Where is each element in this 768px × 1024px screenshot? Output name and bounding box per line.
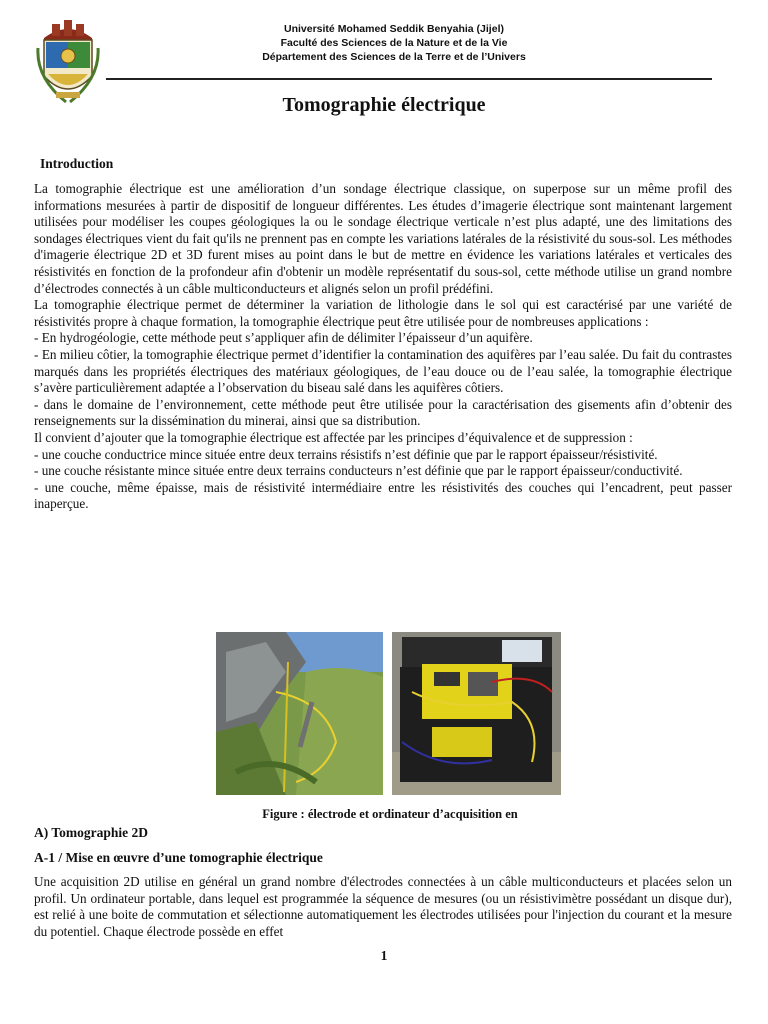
faculty-name: Faculté des Sciences de la Nature et de la Vie <box>280 37 508 49</box>
paragraph: - dans le domaine de l’environnement, cette méthode peut être utilisée pour la caractérisation des gisements afin d’obtenir des renseignements sur la dissémination du minerai, ainsi que sa distribution. <box>34 396 732 429</box>
acquisition-unit-photo <box>392 632 561 795</box>
page-number: 1 <box>380 948 388 963</box>
paragraph: - une couche conductrice mince située entre deux terrains résistifs n’est définie que par le rapport épaisseur/résistivité. <box>34 446 658 462</box>
paragraph: Une acquisition 2D utilise en général un grand nombre d'électrodes connectées à un câble multiconducteurs et placées selon un profil. Un ordinateur portable, dans lequel est programmée la séquence de mesures (ou un résistivimètre possédant un disque dur), est relié à une boite de commutation et sélectionne automatiquement les électrodes utilisées pour l'injection du courant et la mesure du potentiel. Chaque électrode possède en effet <box>34 874 732 939</box>
header <box>0 22 768 64</box>
intro-heading: Introduction <box>40 156 114 171</box>
paragraph: - une couche résistante mince située entre deux terrains conducteurs n’est définie que par le rapport épaisseur/conductivité. <box>34 463 683 479</box>
paragraph: Il convient d’ajouter que la tomographie électrique est affectée par les principes d’équivalence et de suppression : <box>34 429 633 445</box>
header-divider <box>106 78 712 80</box>
electrode-photo <box>216 632 383 795</box>
section-body <box>34 874 732 940</box>
subsection-heading: A-1 / Mise en œuvre d’une tomographie électrique <box>34 850 323 865</box>
intro-body <box>34 181 732 513</box>
paragraph: - une couche, même épaisse, mais de résistivité intermédiaire entre les résistivités des couches qui l’encadrent, peut passer inaperçue. <box>34 479 732 512</box>
page-title: Tomographie électrique <box>282 94 486 116</box>
university-name: Université Mohamed Seddik Benyahia (Jijel) <box>284 23 504 35</box>
paragraph: La tomographie électrique permet de déterminer la variation de lithologie dans le sol qui est caractérisé par une variété de résistivités propre à chaque formation, la tomographie électrique peut être utilisée pour de nombreuses applications : <box>34 297 732 329</box>
paragraph: La tomographie électrique est une amélioration d’un sondage électrique classique, on superpose sur un même profil des informations mesurées à partir de dispositif de longueur différentes. Les études d’imagerie électrique sont maintenant largement utilisées pour modéliser les coupes géologiques la ou le sondage électrique verticale n’est plus adapté, une des limitations des sondages électriques vient du fait qu'ils ne prennent pas en compte les variations latérales de la résistivité du sous-sol. Les méthodes d'imagerie électrique 2D et 3D furent mises au point dans le but de mettre en évidence les variations latérales et verticales des résistivités en fonction de la profondeur afin d'obtenir un modèle représentatif du sous-sol, cette méthode utilise un grand nombre d’électrodes connectés à un câble multiconducteurs et alignés selon un profil prédéfini. <box>34 181 732 296</box>
paragraph: - En hydrogéologie, cette méthode peut s’appliquer afin de délimiter l’épaisseur d’un aquifère. <box>34 330 533 346</box>
figure-caption: Figure : électrode et ordinateur d’acquisition en <box>262 807 518 821</box>
section-heading-2d: A) Tomographie 2D <box>34 825 149 840</box>
paragraph: - En milieu côtier, la tomographie électrique permet d’identifier la contamination des aquifères par l’eau salée. Du fait du contrastes marqués dans les propriétés électriques des matériaux géologiques, de l’eau douce ou de l’eau salée, la tomographie électrique s’avère particulièrement adaptée a l’observation du biseau salé dans les aquifères côtiers. <box>34 346 732 396</box>
department-name: Département des Sciences de la Terre et de l’Univers <box>262 51 526 63</box>
